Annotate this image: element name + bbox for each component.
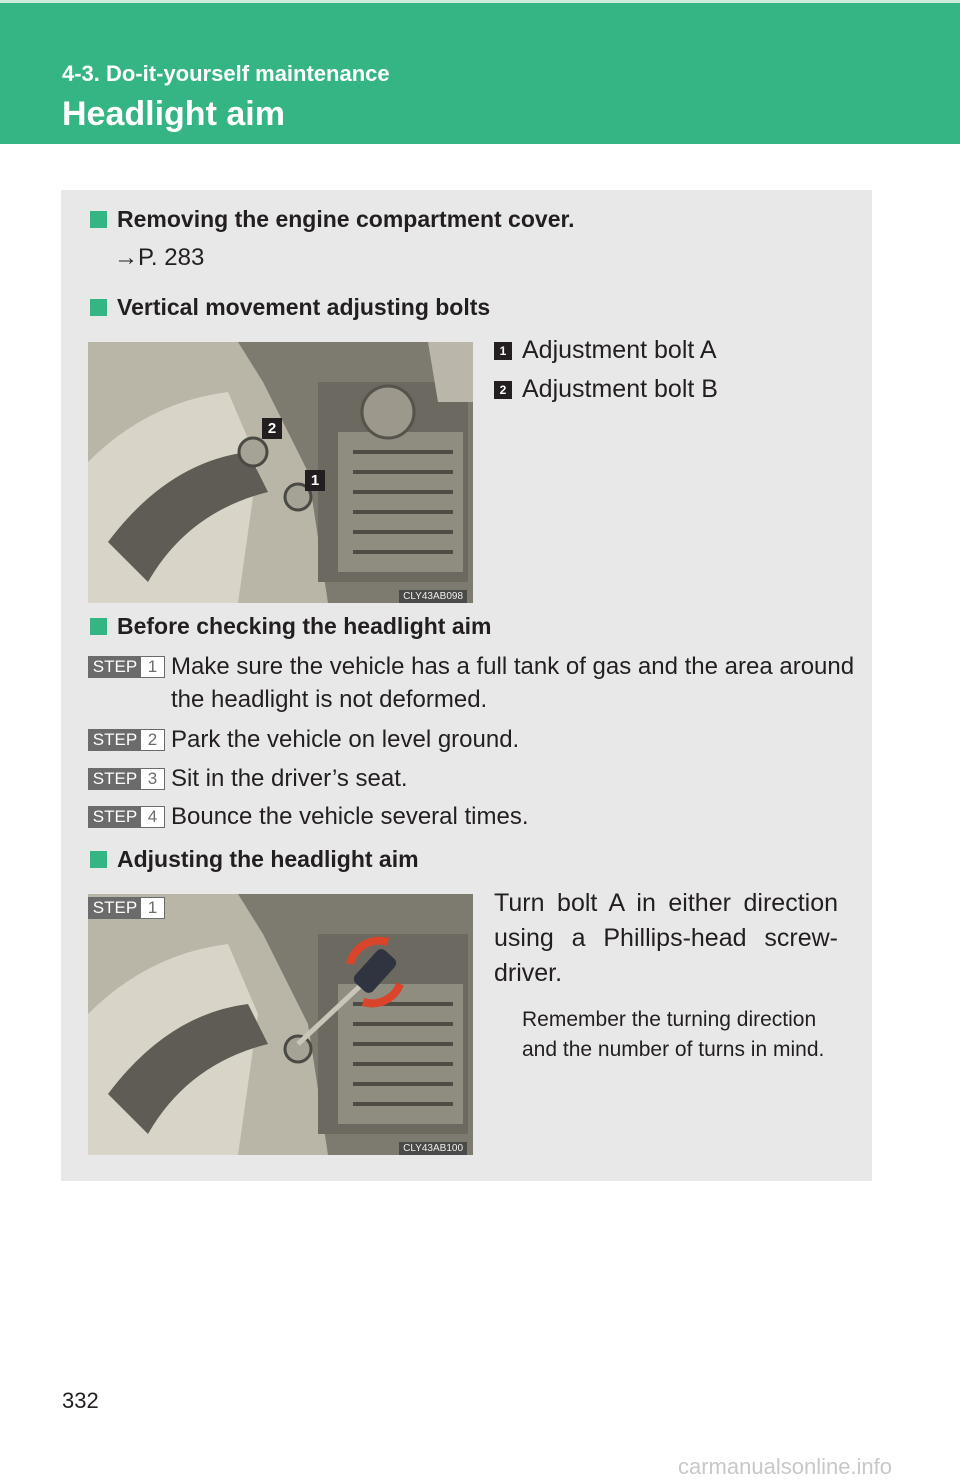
figure-code: CLY43AB100	[399, 1142, 467, 1155]
screwdriver-figure	[88, 894, 473, 1155]
page-reference-link[interactable]: →P. 283	[114, 244, 205, 271]
legend-number: 2	[494, 381, 512, 399]
step-badge: STEP 2	[88, 729, 165, 751]
heading-before-checking	[90, 613, 491, 640]
chapter-header	[0, 0, 960, 144]
heading-adjusting	[90, 846, 419, 873]
page-number: 332	[62, 1388, 99, 1413]
heading-text: Adjusting the headlight aim	[117, 846, 419, 872]
step-text: Park the vehicle on level ground.	[171, 726, 520, 753]
step-text: Make sure the vehicle has a full tank of gas and the area around the headlight is not deformed.	[171, 653, 855, 713]
page-title: Headlight aim	[62, 95, 285, 133]
step-badge: STEP 1	[88, 656, 165, 678]
watermark: carmanualsonline.info	[678, 1454, 893, 1479]
heading-vertical-bolts	[90, 294, 490, 321]
square-bullet-icon	[90, 851, 107, 868]
legend-number: 1	[494, 342, 512, 360]
heading-removing-cover	[90, 206, 575, 233]
callout-bolt-b: 2	[262, 418, 282, 439]
square-bullet-icon	[90, 618, 107, 635]
square-bullet-icon	[90, 211, 107, 228]
figure-code: CLY43AB098	[399, 590, 467, 603]
instruction-text: Turn bolt A in either direction using a Phillips-head screw-driver.	[494, 889, 838, 987]
step-badge: STEP 4	[88, 806, 165, 828]
section-label: 4-3. Do-it-yourself maintenance	[62, 61, 390, 86]
legend-label: Adjustment bolt B	[522, 375, 718, 403]
square-bullet-icon	[90, 299, 107, 316]
heading-text: Removing the engine compartment cover.	[117, 206, 575, 232]
callout-bolt-a: 1	[305, 470, 325, 491]
heading-text: Before checking the headlight aim	[117, 613, 492, 639]
headlight-bolts-figure	[88, 342, 473, 603]
step-badge: STEP 3	[88, 768, 165, 790]
note-text: Remember the turning direction and the number of turns in mind.	[522, 1008, 825, 1061]
step-badge: STEP 1	[88, 897, 165, 919]
legend-label: Adjustment bolt A	[522, 336, 717, 364]
step-text: Sit in the driver’s seat.	[171, 765, 408, 792]
legend-bolt-b	[494, 375, 718, 404]
heading-text: Vertical movement adjusting bolts	[117, 294, 491, 320]
step-text: Bounce the vehicle several times.	[171, 803, 529, 830]
legend-bolt-a	[494, 336, 717, 365]
